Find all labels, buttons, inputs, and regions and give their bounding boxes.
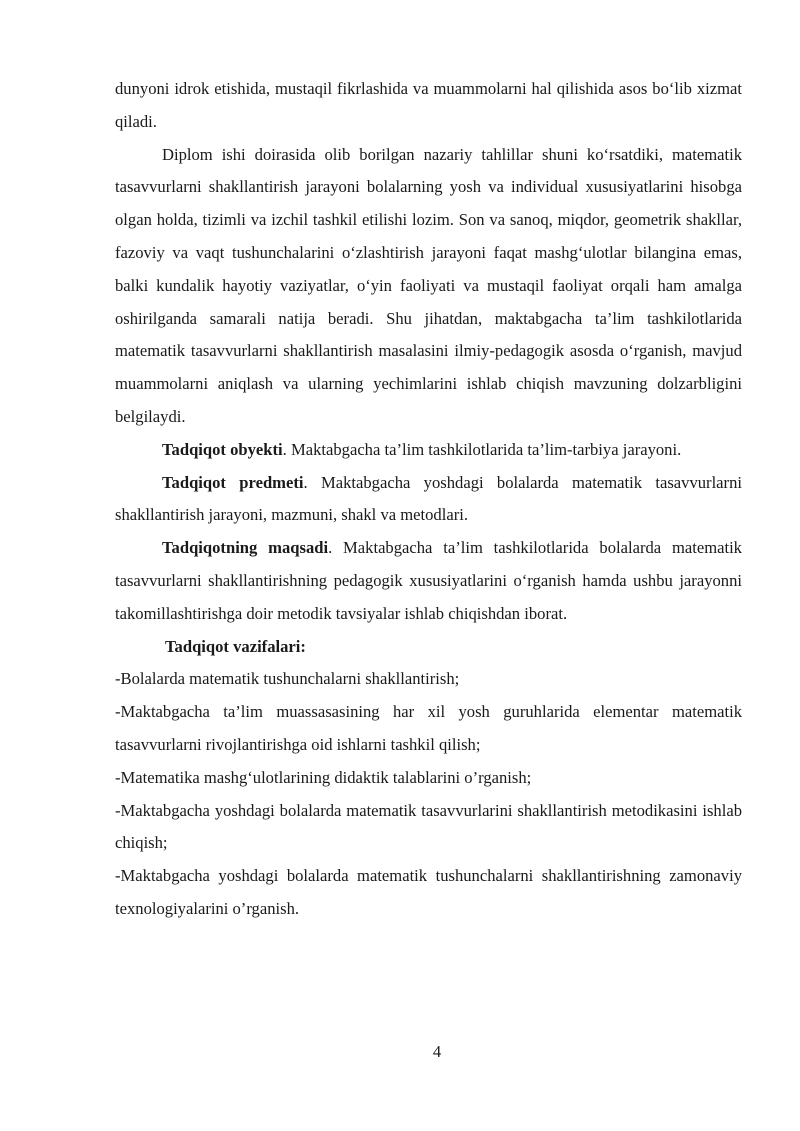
research-goal-text: . Maktabgacha ta’lim tashkilotlarida bolalarda matematik tasavvurlarni shakllantirishning pedagogik xususiyatlarini o‘rganish hamda ushbu jarayonni takomillashtirishga doir metodik tavsiyalar ishlab chiqishdan iborat. xyxy=(115,538,742,623)
tasks-heading: Tadqiqot vazifalari: xyxy=(165,636,306,656)
task-item: -Maktabgacha yoshdagi bolalarda matematik tasavvurlarini shakllantirish metodikasini ishlab chiqish; xyxy=(115,800,742,853)
research-goal-label: Tadqiqotning maqsadi xyxy=(162,538,329,558)
research-object-label: Tadqiqot obyekti xyxy=(162,439,283,459)
task-item: -Maktabgacha ta’lim muassasasining har xil yosh guruhlarida elementar matematik tasavvurlarni rivojlantirishga oid ishlarni tashkil qilish; xyxy=(115,702,742,754)
task-item: -Maktabgacha yoshdagi bolalarda matematik tushunchalarni shakllantirishning zamonaviy texnologiyalarini o’rganish. xyxy=(115,866,742,918)
paragraph-research-subject xyxy=(115,467,742,533)
paragraph-conclusion: Diplom ishi doirasida olib borilgan nazariy tahlillar shuni ko‘rsatdiki, matematik tasavvurlarni shakllantirish jarayoni bolalarning yosh va individual xususiyatlarini hisobga olgan holda, tizimli va izchil tashkil etilishi lozim. Son va sanoq, miqdor, geometrik shakllar, fazoviy va vaqt tushunchalarini o‘zlashtirish jarayoni faqat mashg‘ulotlar bilangina emas, balki kundalik hayotiy vaziyatlar, o‘yin faoliyati va mustaqil faoliyat orqali ham amalga oshirilganda samarali natija beradi. Shu jihatdan, maktabgacha ta’lim tashkilotlarida matematik tasavvurlarni shakllantirish masalasini ilmiy-pedagogik asosda o‘rganish, mavjud muammolarni aniqlash va ularning yechimlarini ishlab chiqish mavzuning dolzarbligini belgilaydi. xyxy=(115,144,742,426)
research-subject-label: Tadqiqot predmeti xyxy=(162,472,304,492)
page-number: 4 xyxy=(432,1042,442,1061)
task-item: -Bolalarda matematik tushunchalarni shakllantirish; xyxy=(115,669,460,689)
paragraph-research-object xyxy=(115,434,742,467)
document-page xyxy=(115,73,742,926)
research-subject-text: . Maktabgacha yoshdagi bolalarda matematik tasavvurlarni shakllantirish jarayoni, mazmuni, shakl va metodlari. xyxy=(115,472,742,525)
paragraph-continuation: dunyoni idrok etishida, mustaqil fikrlashida va muammolarni hal qilishida asos bo‘lib xizmat qiladi. xyxy=(115,79,742,131)
paragraph-research-goal xyxy=(115,532,742,630)
task-item: -Matematika mashg‘ulotlarining didaktik talablarini o’rganish; xyxy=(115,767,532,787)
research-object-text: . Maktabgacha ta’lim tashkilotlarida ta’lim-tarbiya jarayoni. xyxy=(282,439,682,459)
